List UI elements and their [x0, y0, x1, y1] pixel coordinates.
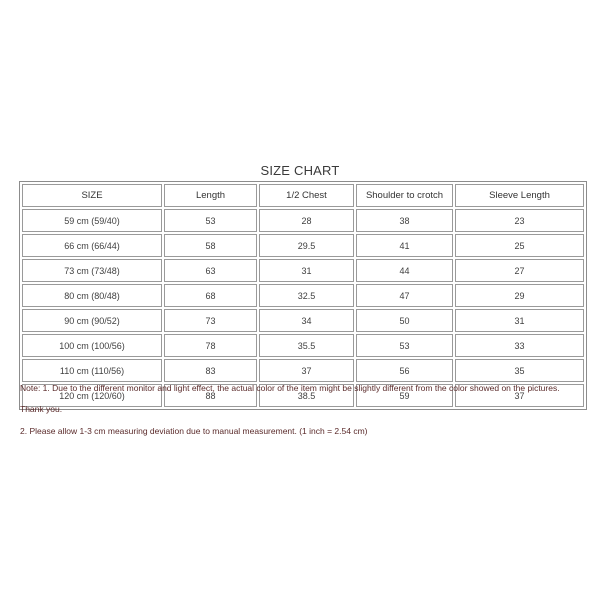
cell-length: 83: [164, 359, 257, 382]
table-header-row: [22, 184, 584, 207]
cell-sleeve-length: 25: [455, 234, 584, 257]
cell-sleeve-length: 29: [455, 284, 584, 307]
cell-shoulder-to-crotch: 38: [356, 209, 453, 232]
cell-length: 73: [164, 309, 257, 332]
cell-sleeve-length: 33: [455, 334, 584, 357]
table-row: [22, 309, 584, 332]
cell-length: 63: [164, 259, 257, 282]
cell-sleeve-length: 31: [455, 309, 584, 332]
cell-half-chest: 37: [259, 359, 354, 382]
cell-half-chest: 32.5: [259, 284, 354, 307]
table-row: [22, 209, 584, 232]
cell-shoulder-to-crotch: 41: [356, 234, 453, 257]
cell-length: 88: [164, 384, 257, 407]
cell-half-chest: 35.5: [259, 334, 354, 357]
table-row: [22, 334, 584, 357]
cell-length: 78: [164, 334, 257, 357]
table-row: [22, 359, 584, 382]
size-chart-table: [19, 181, 587, 410]
cell-shoulder-to-crotch: 44: [356, 259, 453, 282]
cell-shoulder-to-crotch: 53: [356, 334, 453, 357]
cell-half-chest: 34: [259, 309, 354, 332]
cell-half-chest: 31: [259, 259, 354, 282]
header-length: Length: [164, 184, 257, 207]
table-row: [22, 284, 584, 307]
header-half-chest: 1/2 Chest: [259, 184, 354, 207]
cell-size: 120 cm (120/60): [22, 384, 162, 407]
cell-shoulder-to-crotch: 56: [356, 359, 453, 382]
cell-shoulder-to-crotch: 59: [356, 384, 453, 407]
note-measurement-deviation: 2. Please allow 1-3 cm measuring deviation due to manual measurement. (1 inch = 2.54 cm): [20, 426, 368, 436]
cell-size: 110 cm (110/56): [22, 359, 162, 382]
table-row: [22, 234, 584, 257]
cell-size: 73 cm (73/48): [22, 259, 162, 282]
cell-sleeve-length: 23: [455, 209, 584, 232]
cell-half-chest: 29.5: [259, 234, 354, 257]
cell-sleeve-length: 35: [455, 359, 584, 382]
cell-sleeve-length: 27: [455, 259, 584, 282]
cell-shoulder-to-crotch: 50: [356, 309, 453, 332]
header-size: SIZE: [22, 184, 162, 207]
cell-sleeve-length: 37: [455, 384, 584, 407]
note-color-disclaimer: Note: 1. Due to the different monitor and light effect, the actual color of the item might be slightly different from the color showed on the pictures.: [20, 383, 560, 393]
cell-size: 80 cm (80/48): [22, 284, 162, 307]
note-thank-you: Thank you.: [20, 404, 63, 414]
size-chart-title: SIZE CHART: [260, 163, 340, 178]
cell-length: 53: [164, 209, 257, 232]
cell-shoulder-to-crotch: 47: [356, 284, 453, 307]
header-shoulder-to-crotch: Shoulder to crotch: [356, 184, 453, 207]
cell-size: 66 cm (66/44): [22, 234, 162, 257]
cell-length: 68: [164, 284, 257, 307]
cell-size: 90 cm (90/52): [22, 309, 162, 332]
cell-length: 58: [164, 234, 257, 257]
header-sleeve-length: Sleeve Length: [455, 184, 584, 207]
cell-half-chest: 28: [259, 209, 354, 232]
cell-size: 59 cm (59/40): [22, 209, 162, 232]
cell-half-chest: 38.5: [259, 384, 354, 407]
cell-size: 100 cm (100/56): [22, 334, 162, 357]
table-row: [22, 259, 584, 282]
